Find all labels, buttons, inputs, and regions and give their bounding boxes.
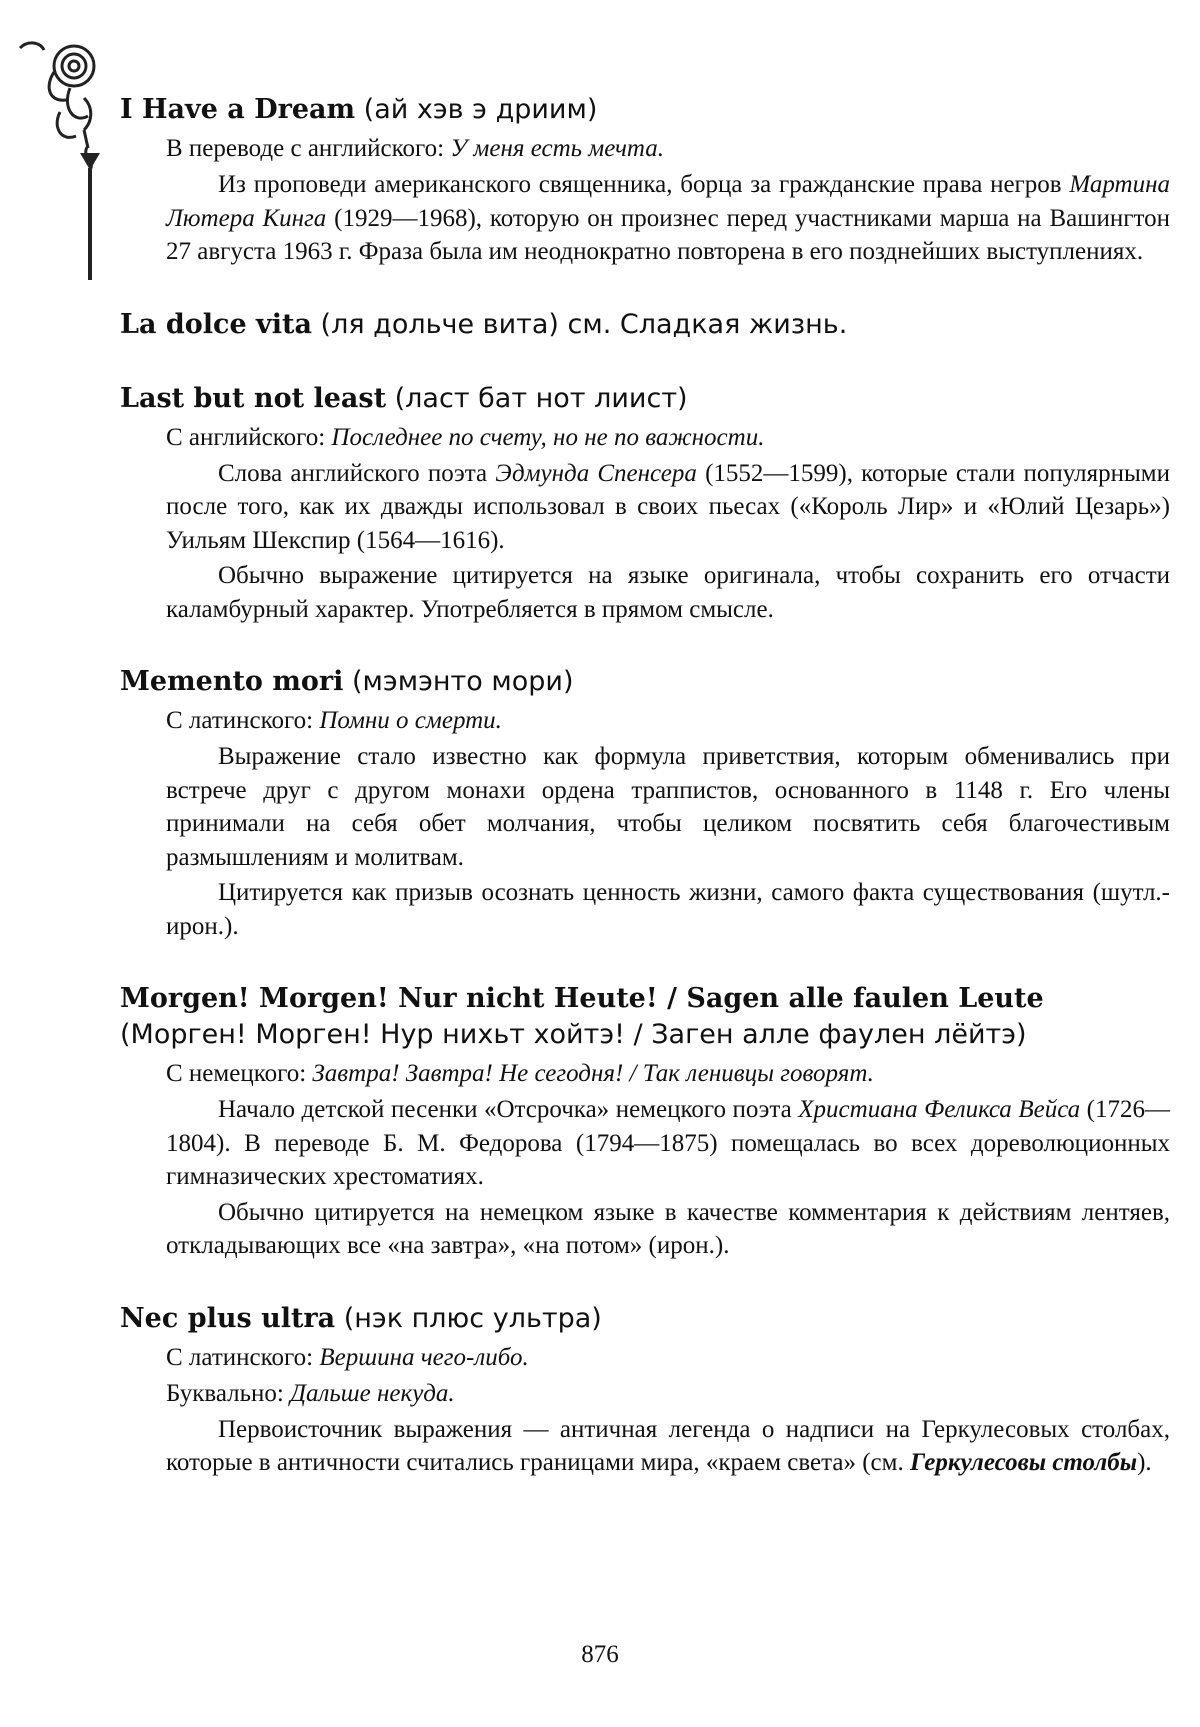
paragraph-text: (1726—1804). В переводе Б. М. Федорова (1794—1875) помещалась во всех дореволюционных гимназических хрестоматиях. xyxy=(166,1096,1171,1190)
entry-paragraph xyxy=(120,876,1170,943)
translation-line xyxy=(166,1377,1170,1411)
translation-line xyxy=(166,1341,1170,1375)
entry-term: Last but not least xyxy=(120,382,387,414)
translation-value: Дальше некуда. xyxy=(290,1379,455,1407)
entry-term: La dolce vita xyxy=(120,308,312,340)
entry-heading xyxy=(120,981,1170,1053)
translation-value: Завтра! Завтра! Не сегодня! / Так ленивцы говорят. xyxy=(312,1060,874,1087)
entry-heading xyxy=(120,381,1170,417)
paragraph-text: Обычно цитируется на немецком языке в качестве комментария к действиям лентяев, откладывающих все «на завтра», «на потом» (ирон.). xyxy=(166,1198,1170,1259)
translation-label: С немецкого: xyxy=(166,1060,313,1087)
entry-heading xyxy=(120,1301,1170,1337)
dictionary-entry xyxy=(120,92,1170,269)
person-name: Эдмунда Спенсера xyxy=(495,459,697,487)
translation-line xyxy=(166,132,1170,166)
translation-line xyxy=(166,1057,1170,1091)
translation-label: С латинского: xyxy=(166,1343,320,1371)
entry-term: Memento mori xyxy=(120,666,344,697)
person-name: Мартина Лютера Кинга xyxy=(166,171,1170,232)
paragraph-text: Первоисточник выражения — античная легенда о надписи на Геркулесовых столбах, которые в античности считались границами мира, «краем света» (см. xyxy=(166,1415,1170,1476)
paragraph-text: Слова английского поэта xyxy=(218,459,496,487)
floral-ornament-icon xyxy=(14,38,104,283)
translation-label: С латинского: xyxy=(166,707,320,734)
translation-line xyxy=(166,704,1170,738)
entry-paragraph xyxy=(120,1413,1170,1480)
entry-heading xyxy=(120,307,1170,343)
paragraph-text: Выражение стало известно как формула приветствия, которым обменивались при встрече друг с другом монахи ордена траппистов, основанного в 1148 г. Его члены принимали на себя обет молчания, чтобы целиком посвятить себя благочестивым размышлениям и молитвам. xyxy=(166,743,1170,871)
dictionary-entry xyxy=(120,381,1170,627)
entry-paragraph xyxy=(120,740,1170,874)
entry-paragraph xyxy=(120,1093,1170,1194)
entry-heading xyxy=(120,664,1170,700)
entry-paragraph xyxy=(120,1196,1170,1263)
cross-reference: Геркулесовы столбы xyxy=(909,1449,1138,1476)
paragraph-text: Начало детской песенки «Отсрочка» немецкого поэта xyxy=(218,1096,799,1123)
entry-pronunciation: (ай хэв э дриим) xyxy=(363,94,598,125)
entry-pronunciation: (ласт бат нот лиист) xyxy=(394,382,688,414)
entry-term: Morgen! Morgen! Nur nicht Heute! / Sagen alle faulen Leute xyxy=(120,983,1044,1014)
translation-value: Помни о смерти. xyxy=(319,707,502,734)
entry-pronunciation: (нэк плюс ультра) xyxy=(343,1302,602,1334)
entry-pronunciation: (мэмэнто мори) xyxy=(351,666,574,697)
dictionary-entry xyxy=(120,981,1170,1263)
dictionary-entry xyxy=(120,1301,1170,1480)
dictionary-entry xyxy=(120,307,1170,343)
entry-pronunciation: (Морген! Морген! Нур нихьт хойтэ! / Заген алле фаулен лёйтэ) xyxy=(120,1019,1027,1050)
paragraph-text: (1929—1968), которую он произнес перед участниками марша на Вашингтон 27 августа 1963 г. Фраза была им неоднократно повторена в его позднейших выступлениях. xyxy=(166,204,1170,265)
entry-term: I Have a Dream xyxy=(120,94,356,125)
translation-label: С английского: xyxy=(166,423,332,451)
page-number: 876 xyxy=(581,1641,619,1668)
paragraph-text: ). xyxy=(1137,1449,1152,1476)
translation-line xyxy=(166,421,1170,455)
entry-paragraph xyxy=(120,168,1170,269)
translation-value: Вершина чего-либо. xyxy=(319,1343,529,1371)
translation-value: У меня есть мечта. xyxy=(450,135,665,162)
paragraph-text: (1552—1599), которые стали популярными после того, как их дважды использовал в своих пьесах («Король Лир» и «Юлий Цезарь») Уильям Шекспир (1564—1616). xyxy=(166,459,1170,554)
paragraph-text: Цитируется как призыв осознать ценность жизни, самого факта существования (шутл.-ирон.). xyxy=(166,879,1170,940)
paragraph-text: Обычно выражение цитируется на языке оригинала, чтобы сохранить его отчасти каламбурный характер. Употребляется в прямом смысле. xyxy=(166,562,1170,623)
translation-label: В переводе с английского: xyxy=(166,135,451,162)
paragraph-text: Из проповеди американского священника, борца за гражданские права негров xyxy=(218,171,1070,198)
person-name: Христиана Феликса Вейса xyxy=(798,1096,1081,1123)
entry-paragraph xyxy=(120,457,1170,558)
entry-heading xyxy=(120,92,1170,128)
entry-pronunciation: (ля дольче вита) см. Сладкая жизнь. xyxy=(320,308,848,340)
entry-paragraph xyxy=(120,559,1170,626)
translation-value: Последнее по счету, но не по важности. xyxy=(331,423,765,451)
translation-label: Буквально: xyxy=(166,1379,291,1407)
entry-term: Nec plus ultra xyxy=(120,1302,336,1334)
dictionary-page xyxy=(120,92,1170,1518)
dictionary-entry xyxy=(120,664,1170,943)
